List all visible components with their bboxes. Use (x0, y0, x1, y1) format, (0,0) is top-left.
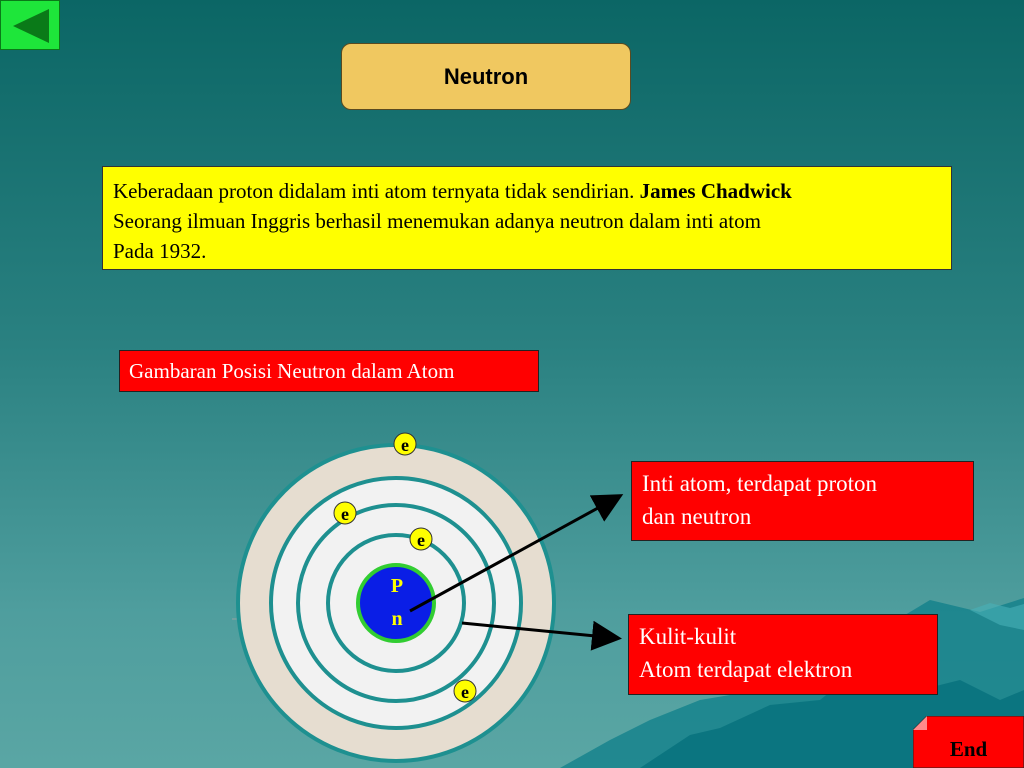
end-button[interactable] (913, 716, 1024, 768)
electron-3 (410, 528, 432, 550)
electron-1 (394, 433, 416, 455)
shells-callout-line-2: Atom terdapat elektron (639, 657, 853, 682)
info-line-2: Seorang ilmuan Inggris berhasil menemukan adanya neutron dalam inti atom (113, 209, 761, 233)
info-line-3: Pada 1932. (113, 239, 207, 263)
electron-4 (454, 680, 476, 702)
electron-label: e (417, 530, 425, 550)
shells-callout-line-1: Kulit-kulit (639, 624, 737, 649)
info-text: Keberadaan proton didalam inti atom ternyata tidak sendirian. (113, 179, 640, 203)
nucleus-proton-label: P (390, 575, 404, 597)
shells-callout (628, 614, 938, 695)
electron-2 (334, 502, 356, 524)
electron-label: e (461, 682, 469, 702)
nucleus-neutron-label: n (391, 608, 403, 630)
nucleus-callout-line-2: dan neutron (642, 504, 752, 529)
page-title: Neutron (443, 63, 529, 89)
electron-label: e (341, 504, 349, 524)
nucleus-callout-line-1: Inti atom, terdapat proton (642, 471, 878, 496)
end-button-label: End (949, 737, 988, 761)
nucleus-callout (631, 461, 974, 541)
electron-label: e (401, 435, 409, 455)
scientist-name: James Chadwick (639, 179, 792, 203)
diagram-caption: Gambaran Posisi Neutron dalam Atom (119, 350, 539, 392)
